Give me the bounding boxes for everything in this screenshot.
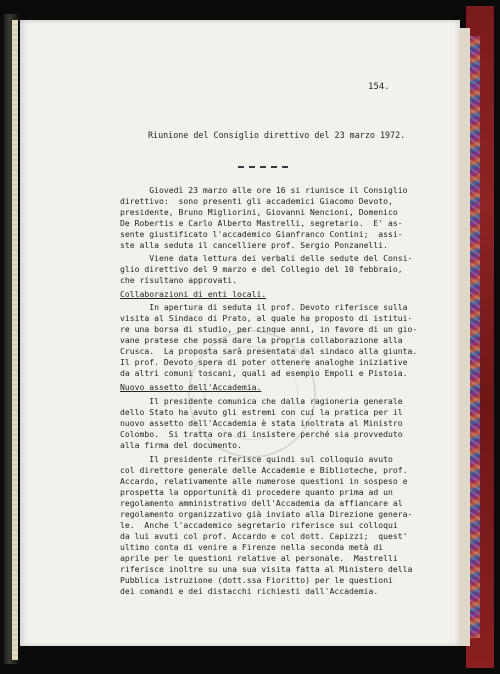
section2-line: col direttore generale delle Accademie e Biblioteche, prof. xyxy=(120,465,408,475)
page-number: 154. xyxy=(368,82,390,92)
section2-line: prospetta la opportunità di procedere quanto prima ad un xyxy=(120,487,393,497)
section-heading-enti-locali: Collaborazioni di enti locali. xyxy=(120,289,267,299)
document-page xyxy=(20,20,460,646)
section1-line: re una borsa di studio, per cinque anni, in favore di un gio- xyxy=(120,324,418,334)
body-line: ste alla seduta il cancelliere prof. Sergio Ponzanelli. xyxy=(120,240,389,250)
section2-line: regolamento organizzativo già inviato alla Direzione genera- xyxy=(120,509,413,519)
body-line: De Robertis e Carlo Alberto Mastrelli, segretario. E' as- xyxy=(120,218,403,228)
section2-line: Il presidente comunica che dalla ragioneria generale xyxy=(120,396,403,406)
section1-line: Il prof. Devoto spera di poter ottenere analoghe iniziative xyxy=(120,357,408,367)
title-separator xyxy=(238,166,288,168)
section2-line: Colombo. Si tratta ora di insistere perché sia provveduto xyxy=(120,429,403,439)
section2-line: regolamento amministrativo dell'Accademia da affiancare al xyxy=(120,498,403,508)
marbled-edge xyxy=(470,36,480,638)
section1-line: Crusca. La proposta sarà presentata dal sindaco alla giunta. xyxy=(120,346,418,356)
section1-line: visita al Sindaco di Prato, al quale ha proposto di istitui- xyxy=(120,313,413,323)
meeting-title: Riunione del Consiglio direttivo del 23 marzo 1972. xyxy=(148,130,406,140)
section2-line: dei comandi e dei distacchi richiesti dall'Accademia. xyxy=(120,586,379,596)
body-line: glio direttivo del 9 marzo e del Collegio del 10 febbraio, xyxy=(120,264,403,274)
section2-line: nuovo assetto dell'Accademia è stata inoltrata al Ministro xyxy=(120,418,403,428)
section1-line: In apertura di seduta il prof. Devoto riferisce sulla xyxy=(120,302,408,312)
body-line: presidente, Bruno Migliorini, Giovanni Nencioni, Domenico xyxy=(120,207,398,217)
section2-line: Accardo, relativamente alle numerose questioni in sospeso e xyxy=(120,476,408,486)
body-line: Viene data lettura dei verbali delle sedute del Consi- xyxy=(120,253,413,263)
body-line: direttivo: sono presenti gli accademici Giacomo Devoto, xyxy=(120,196,393,206)
section2-line: da lui avuti col prof. Accardo e col dott. Capizzi; quest' xyxy=(120,531,408,541)
section2-line: le. Anche l'accademico segretario riferisce sui colloqui xyxy=(120,520,398,530)
section2-line: ultimo conta di venire a Firenze nella seconda metà di xyxy=(120,542,384,552)
section1-line: da altri comuni toscani, quali ad esempio Empoli e Pistoia. xyxy=(120,368,408,378)
section2-line: Il presidente riferisce quindi sul colloquio avuto xyxy=(120,454,393,464)
section2-line: riferisce inoltre su una sua visita fatta al Ministero della xyxy=(120,564,413,574)
body-line: Giovedì 23 marzo alle ore 16 si riunisce il Consiglio xyxy=(120,185,408,195)
section2-line: alla firma del documento. xyxy=(120,440,242,450)
binding-page-edges xyxy=(12,20,18,660)
body-line: sente giustificato l'accademico Gianfranco Contini; assi- xyxy=(120,229,403,239)
section-heading-nuovo-assetto: Nuovo assetto dell'Accademia. xyxy=(120,382,262,392)
section2-line: aprile per le questioni relative al personale. Mastrelli xyxy=(120,553,398,563)
body-line: che risultano approvati. xyxy=(120,275,237,285)
section2-line: dello Stato ha avuto gli estremi con cui la pratica per il xyxy=(120,407,403,417)
section2-line: Pubblica istruzione (dott.ssa Fioritto) per le questioni xyxy=(120,575,393,585)
page-stack-edges xyxy=(460,28,470,646)
section1-line: vane pratese che possa dare la propria collaborazione alla xyxy=(120,335,403,345)
